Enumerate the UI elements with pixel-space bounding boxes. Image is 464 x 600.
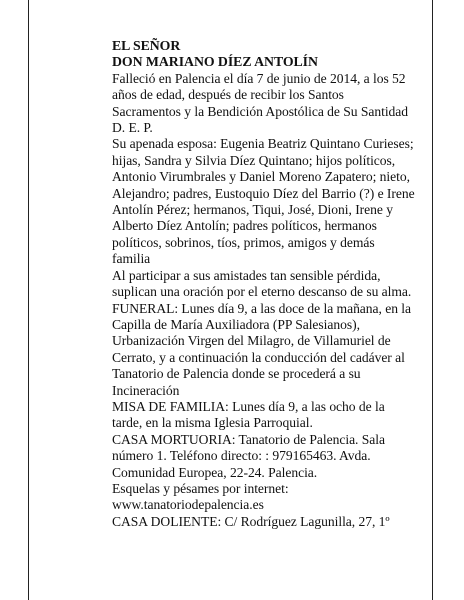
- obituary-line: Falleció en Palencia el día 7 de junio de 2014, a los 52: [112, 70, 406, 86]
- obituary-line: Alejandro; padres, Eustoquio Díez del Barrio (?) e Irene: [112, 185, 415, 201]
- obituary-line: Alberto Díez Antolín; padres políticos, hermanos: [112, 218, 377, 234]
- obituary-line: Capilla de María Auxiliadora (PP Salesianos),: [112, 316, 360, 332]
- obituary-line: Comunidad Europea, 22-24. Palencia.: [112, 464, 318, 480]
- obituary-line: Esquelas y pésames por internet:: [112, 480, 289, 496]
- obituary-line: Cerrato, y a continuación la conducción del cadáver al: [112, 349, 405, 365]
- obituary-line: CASA MORTUORIA: Tanatorio de Palencia. Sala: [112, 431, 385, 447]
- obituary-line: Incineración: [112, 382, 180, 398]
- obituary-line: Sacramentos y la Bendición Apostólica de Su Santidad: [112, 103, 409, 119]
- obituary-line: suplican una oración por el eterno descanso de su alma.: [112, 284, 412, 300]
- obituary-line: CASA DOLIENTE: C/ Rodríguez Lagunilla, 27, 1º: [112, 513, 390, 529]
- obituary-heading-title: EL SEÑOR: [112, 38, 181, 53]
- obituary-line: Urbanización Virgen del Milagro, de Villamuriel de: [112, 333, 391, 349]
- obituary-line: MISA DE FAMILIA: Lunes día 9, a las ocho de la: [112, 398, 385, 414]
- obituary-line: FUNERAL: Lunes día 9, a las doce de la mañana, en la: [112, 300, 412, 316]
- obituary-line: Tanatorio de Palencia donde se procederá a su: [112, 366, 361, 382]
- obituary-line: Antonio Virumbrales y Daniel Moreno Zapatero; nieto,: [112, 169, 410, 185]
- obituary-text: [112, 38, 432, 530]
- obituary-line: familia: [112, 251, 151, 267]
- obituary-line: años de edad, después de recibir los Santos: [112, 87, 344, 103]
- obituary-line: políticos, sobrinos, tíos, primos, amigos y demás: [112, 234, 375, 250]
- obituary-heading-name: DON MARIANO DÍEZ ANTOLÍN: [112, 54, 318, 70]
- obituary-line: Al participar a sus amistades tan sensible pérdida,: [112, 267, 381, 283]
- obituary-line: número 1. Teléfono directo: : 979165463. Avda.: [112, 448, 371, 464]
- obituary-line: Su apenada esposa: Eugenia Beatriz Quintano Curieses;: [112, 136, 414, 152]
- obituary-line: Antolín Pérez; hermanos, Tiqui, José, Dioni, Irene y: [112, 202, 393, 218]
- obituary-line: D. E. P.: [112, 120, 153, 136]
- obituary-line: tarde, en la misma Iglesia Parroquial.: [112, 415, 313, 431]
- obituary-line: hijas, Sandra y Silvia Díez Quintano; hijos políticos,: [112, 152, 396, 168]
- obituary-line: www.tanatoriodepalencia.es: [112, 497, 264, 513]
